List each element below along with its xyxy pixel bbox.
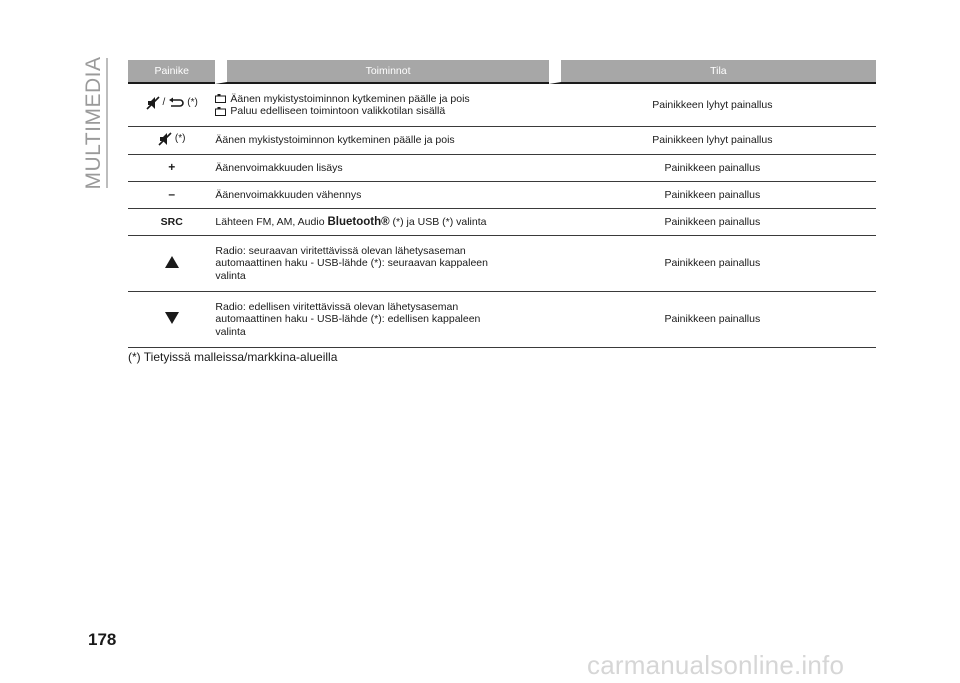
- button-cell: [128, 182, 215, 209]
- header-button: Painike: [128, 60, 215, 84]
- section-title-vertical: [84, 58, 104, 188]
- function-cell: Radio: edellisen viritettävissä olevan lähetysaseman automaattinen haku - USB-lähde (*): edellisen kappaleen valinta: [215, 292, 548, 348]
- button-cell: [128, 127, 215, 155]
- page-number: 178: [88, 630, 117, 649]
- table-row: [128, 209, 876, 236]
- function-line: Äänen mykistystoiminnon kytkeminen päälle ja pois: [215, 93, 548, 106]
- function-cell: [215, 84, 548, 127]
- header-state: Tila: [549, 60, 876, 84]
- button-note: (*): [187, 97, 198, 108]
- state-cell: Painikkeen painallus: [549, 155, 876, 182]
- bullet-icon: [215, 94, 226, 103]
- button-cell: [128, 84, 215, 127]
- table-row: [128, 127, 876, 155]
- button-cell: [128, 236, 215, 292]
- function-cell: Äänenvoimakkuuden vähennys: [215, 182, 548, 209]
- state-cell: Painikkeen lyhyt painallus: [549, 84, 876, 127]
- mute-icon: [146, 96, 160, 110]
- button-cell: [128, 155, 215, 182]
- minus-symbol: –: [168, 187, 176, 202]
- table-header-row: [128, 60, 876, 84]
- header-functions: Toiminnot: [215, 60, 548, 84]
- button-cell: [128, 209, 215, 236]
- function-cell: Äänenvoimakkuuden lisäys: [215, 155, 548, 182]
- watermark: carmanualsonline.info: [587, 650, 845, 680]
- section-title: MULTIMEDIA: [82, 56, 105, 190]
- back-icon: [168, 97, 184, 109]
- button-note: (*): [174, 132, 186, 144]
- function-line: Paluu edelliseen toimintoon valikkotilan sisällä: [215, 105, 548, 118]
- controls-table: [128, 60, 876, 348]
- table-row: [128, 182, 876, 209]
- triangle-up-icon: [165, 256, 179, 268]
- table-row: [128, 236, 876, 292]
- plus-symbol: +: [168, 160, 176, 175]
- bluetooth-text: Bluetooth®: [327, 215, 390, 228]
- table-row: [128, 84, 876, 127]
- state-cell: Painikkeen painallus: [549, 236, 876, 292]
- function-cell: Radio: seuraavan viritettävissä olevan lähetysaseman automaattinen haku - USB-lähde (*): seuraavan kappaleen valinta: [215, 236, 548, 292]
- state-cell: Painikkeen painallus: [549, 182, 876, 209]
- state-cell: Painikkeen painallus: [549, 209, 876, 236]
- function-cell: Lähteen FM, AM, Audio Bluetooth® (*) ja USB (*) valinta: [215, 209, 548, 236]
- bullet-icon: [215, 107, 226, 116]
- footnote: (*) Tietyissä malleissa/markkina-alueilla: [128, 350, 338, 364]
- state-cell: Painikkeen lyhyt painallus: [549, 127, 876, 155]
- table-row: [128, 292, 876, 348]
- button-cell: [128, 292, 215, 348]
- src-label: SRC: [160, 215, 183, 228]
- function-cell: Äänen mykistystoiminnon kytkeminen päälle ja pois: [215, 127, 548, 155]
- section-divider: [106, 58, 108, 188]
- table-row: [128, 155, 876, 182]
- button-separator: /: [162, 97, 166, 108]
- triangle-down-icon: [165, 312, 179, 324]
- mute-icon: [158, 132, 172, 146]
- state-cell: Painikkeen painallus: [549, 292, 876, 348]
